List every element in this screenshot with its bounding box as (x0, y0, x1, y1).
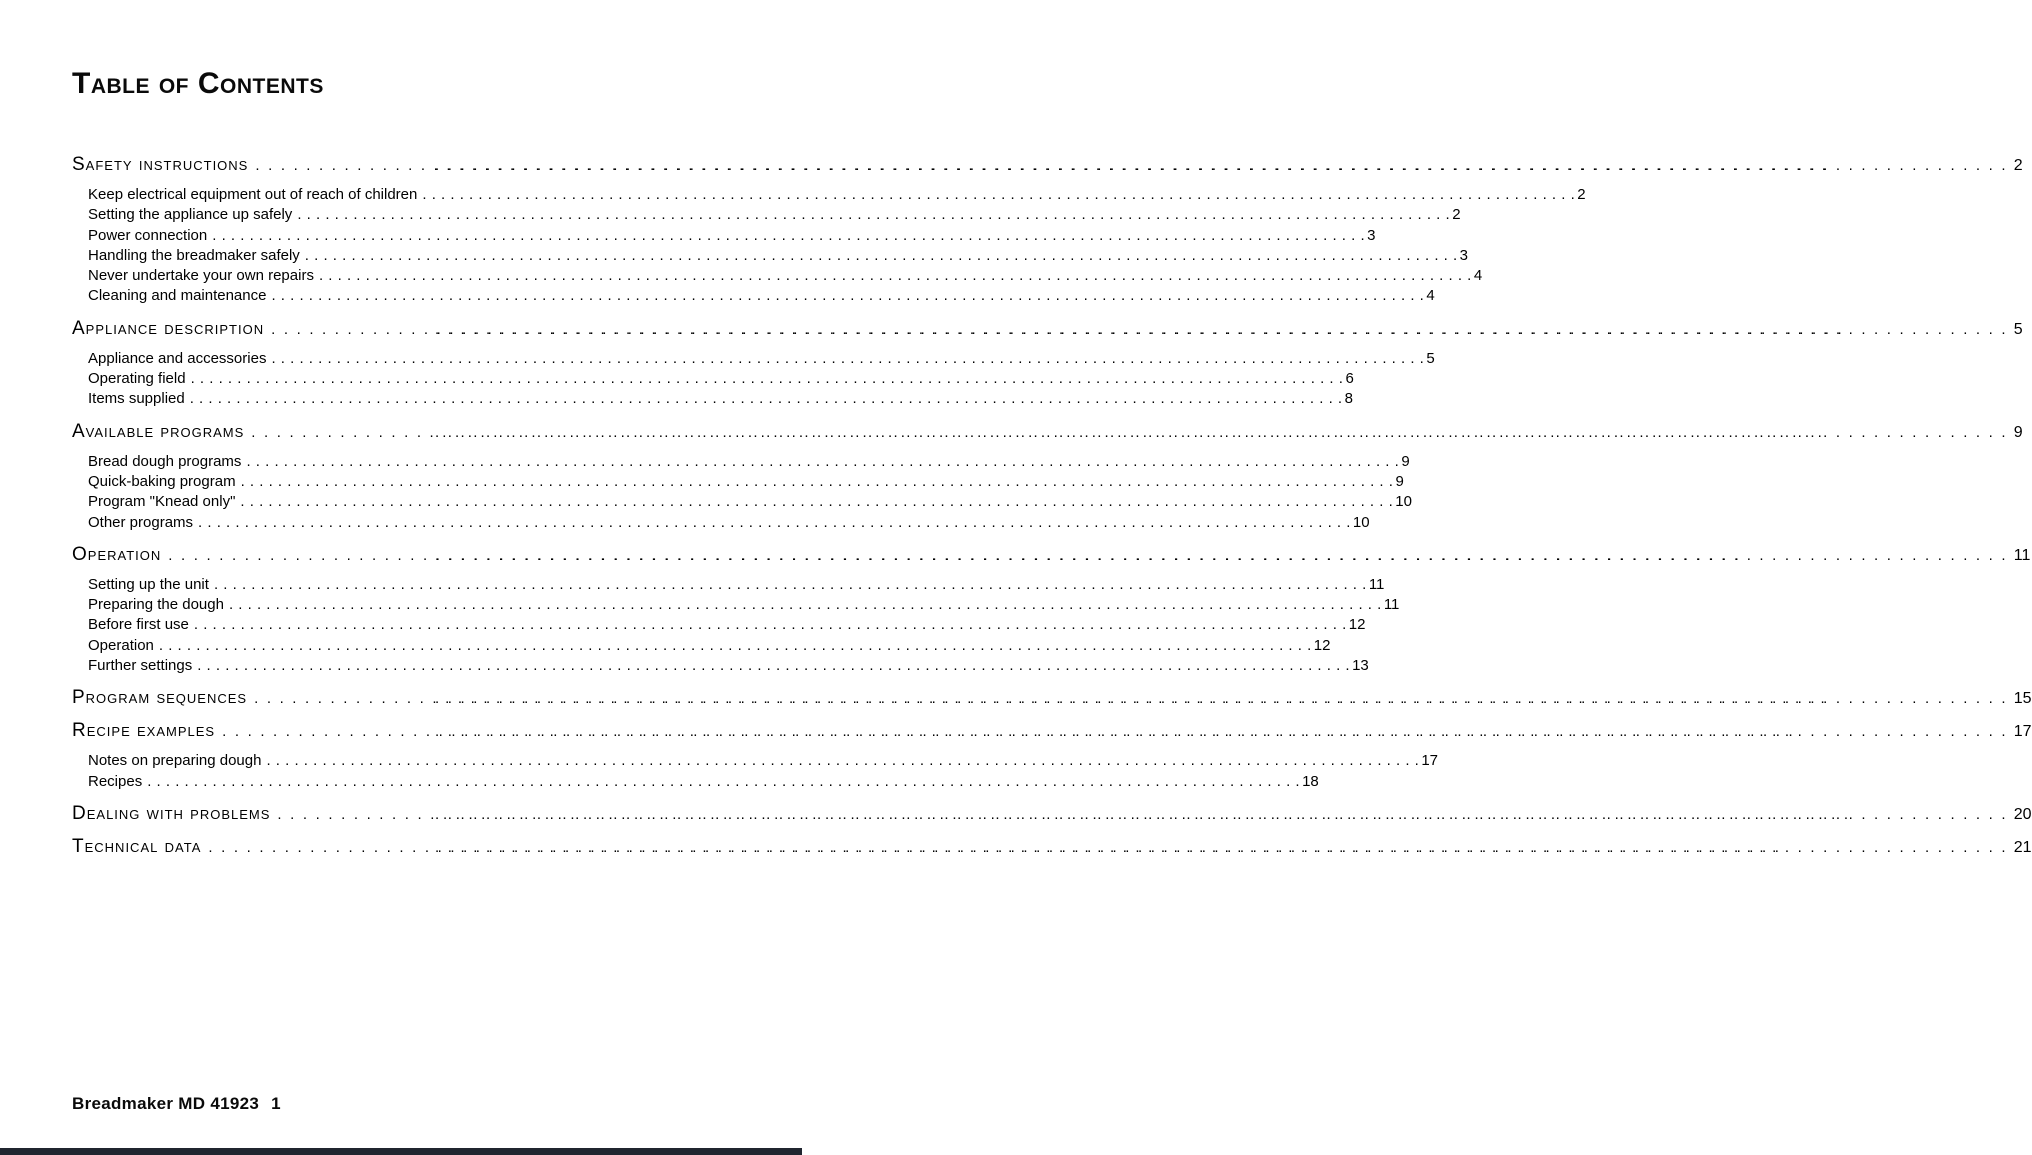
toc-section-heading (72, 687, 2032, 709)
section-title: Safety instructions (72, 154, 249, 175)
dot-leader (197, 656, 1352, 676)
dot-leader (190, 389, 1345, 409)
dot-leader (191, 369, 1346, 389)
toc-entry (72, 205, 1461, 225)
page-number: 8 (1344, 390, 1353, 408)
toc-section-heading (72, 543, 2031, 566)
page-number: 9 (2013, 423, 2023, 441)
entry-label: Operating field (88, 370, 186, 388)
section-title: Available programs (72, 420, 245, 442)
toc-entry (72, 751, 1439, 771)
toc-entry (72, 349, 1435, 369)
dot-leader (266, 751, 1421, 771)
footer-page-number: 1 (271, 1094, 281, 1113)
page-number: 5 (2013, 320, 2023, 338)
toc-section-heading (72, 154, 2023, 176)
toc-entry (72, 595, 1400, 615)
page-number: 12 (1348, 616, 1366, 634)
dot-leader (435, 546, 2014, 566)
toc-entry (72, 492, 1412, 512)
entry-label: Other programs (88, 513, 194, 531)
entry-label: Setting up the unit (88, 575, 209, 593)
toc-entry (72, 389, 1353, 409)
toc-section-heading (72, 720, 2032, 742)
dot-leader (212, 226, 1367, 246)
heading-left (72, 319, 422, 340)
entry-label: Cleaning and maintenance (88, 287, 267, 305)
dot-leader (240, 492, 1395, 512)
toc-entry (72, 772, 1319, 792)
heading-left (72, 422, 422, 443)
page-number: 20 (2013, 805, 2032, 823)
page-number: 2 (1452, 206, 1461, 224)
page-title: Table of Contents (72, 67, 324, 100)
page-number: 15 (2013, 690, 2032, 708)
page-number: 18 (1302, 772, 1319, 790)
entry-label: Never undertake your own repairs (88, 267, 314, 285)
heading-left (72, 721, 422, 742)
page-number: 2 (2013, 157, 2023, 174)
toc-section-heading (72, 802, 2032, 825)
entry-label: Power connection (88, 226, 208, 244)
toc-entry (72, 286, 1435, 306)
toc-entry (72, 513, 1370, 533)
dot-leader (435, 156, 2014, 176)
dot-leader (229, 595, 1384, 615)
section-title: Dealing with problems (72, 802, 271, 824)
toc-section-heading (72, 317, 2023, 340)
entry-label: Recipes (88, 772, 143, 790)
toc-section-technical-data (72, 835, 2032, 858)
page-number: 2 (1577, 186, 1586, 203)
heading-left (72, 804, 422, 825)
entry-label: Bread dough programs (88, 452, 242, 470)
page-number: 4 (1473, 267, 1483, 285)
page-number: 10 (1352, 513, 1370, 531)
dot-leader (246, 452, 1401, 472)
page-number: 5 (1426, 349, 1435, 367)
toc-section-appliance-description (72, 317, 2023, 410)
page-number: 11 (2013, 546, 2031, 564)
dot-leader (297, 205, 1452, 225)
toc-entry (72, 656, 1369, 676)
section-title: Technical data (72, 835, 202, 857)
entry-label: Operation (88, 636, 154, 654)
entry-label: Before first use (88, 616, 189, 634)
dot-leader (319, 266, 1474, 286)
toc-entry (72, 226, 1376, 246)
toc-section-program-sequences (72, 687, 2032, 709)
page-number: 9 (1395, 472, 1404, 490)
toc-section-heading (72, 420, 2023, 443)
dot-leader (194, 615, 1349, 635)
dot-leader (435, 689, 2014, 709)
toc-entry (72, 636, 1331, 656)
page-number: 13 (1352, 657, 1369, 675)
dot-leader (435, 838, 2014, 858)
heading-left (72, 545, 422, 566)
dot-leader (241, 472, 1396, 492)
page-number: 17 (2013, 723, 2032, 741)
entry-label: Notes on preparing dough (88, 752, 262, 770)
page-number: 3 (1459, 246, 1469, 264)
page-number: 4 (1426, 287, 1435, 305)
heading-left (72, 837, 422, 858)
heading-left (72, 155, 422, 176)
entry-label: Quick-baking program (88, 472, 236, 490)
page-number: 11 (1368, 575, 1385, 593)
entry-label: Keep electrical equipment out of reach of children (88, 186, 418, 203)
entry-label: Setting the appliance up safely (88, 206, 293, 224)
section-title: Operation (72, 543, 162, 565)
toc-section-dealing-with-problems (72, 802, 2032, 825)
entry-label: Preparing the dough (88, 596, 224, 614)
toc-entry (72, 615, 1366, 635)
page-number: 12 (1313, 636, 1331, 654)
toc-entry (72, 185, 1586, 205)
entry-label: Items supplied (88, 390, 185, 408)
dot-leader (435, 320, 2014, 340)
dot-leader (422, 185, 1577, 205)
dot-leader (271, 349, 1426, 369)
bottom-edge-bar (0, 1148, 802, 1155)
dot-leader (214, 575, 1369, 595)
footer (72, 1094, 281, 1114)
dot-leader (198, 513, 1353, 533)
toc-entry (72, 472, 1404, 492)
dot-leader (435, 423, 2014, 443)
entry-label: Further settings (88, 657, 193, 675)
section-title: Appliance description (72, 317, 265, 339)
section-title: Program sequences (72, 687, 248, 709)
heading-left (72, 688, 422, 709)
page-number: 17 (1421, 752, 1439, 770)
entry-label: Appliance and accessories (88, 349, 267, 367)
toc-entry (72, 246, 1469, 266)
page-number: 11 (1383, 596, 1400, 614)
toc-section-recipe-examples (72, 720, 2032, 792)
page-number: 9 (1401, 452, 1410, 470)
toc-section-safety-instructions (72, 154, 2023, 307)
toc-entry (72, 575, 1385, 595)
toc-entry (72, 266, 1483, 286)
dot-leader (271, 286, 1426, 306)
toc-section-available-programs (72, 420, 2023, 533)
dot-leader (435, 805, 2014, 825)
page-number: 6 (1345, 370, 1354, 388)
dot-leader (305, 246, 1460, 266)
table-of-contents (72, 154, 2032, 858)
footer-product-label: Breadmaker MD 41923 (72, 1094, 260, 1113)
page-number: 10 (1395, 493, 1412, 511)
toc-entry (72, 452, 1410, 472)
toc-entry (72, 369, 1354, 389)
dot-leader (147, 772, 1302, 792)
dot-leader (435, 722, 2014, 742)
toc-section-heading (72, 835, 2032, 858)
entry-label: Program "Knead only" (88, 493, 236, 511)
page-number: 3 (1367, 226, 1376, 244)
entry-label: Handling the breadmaker safely (88, 246, 300, 264)
toc-section-operation (72, 543, 2031, 676)
page-number: 21 (2013, 838, 2032, 856)
dot-leader (159, 636, 1314, 656)
section-title: Recipe examples (72, 720, 216, 742)
